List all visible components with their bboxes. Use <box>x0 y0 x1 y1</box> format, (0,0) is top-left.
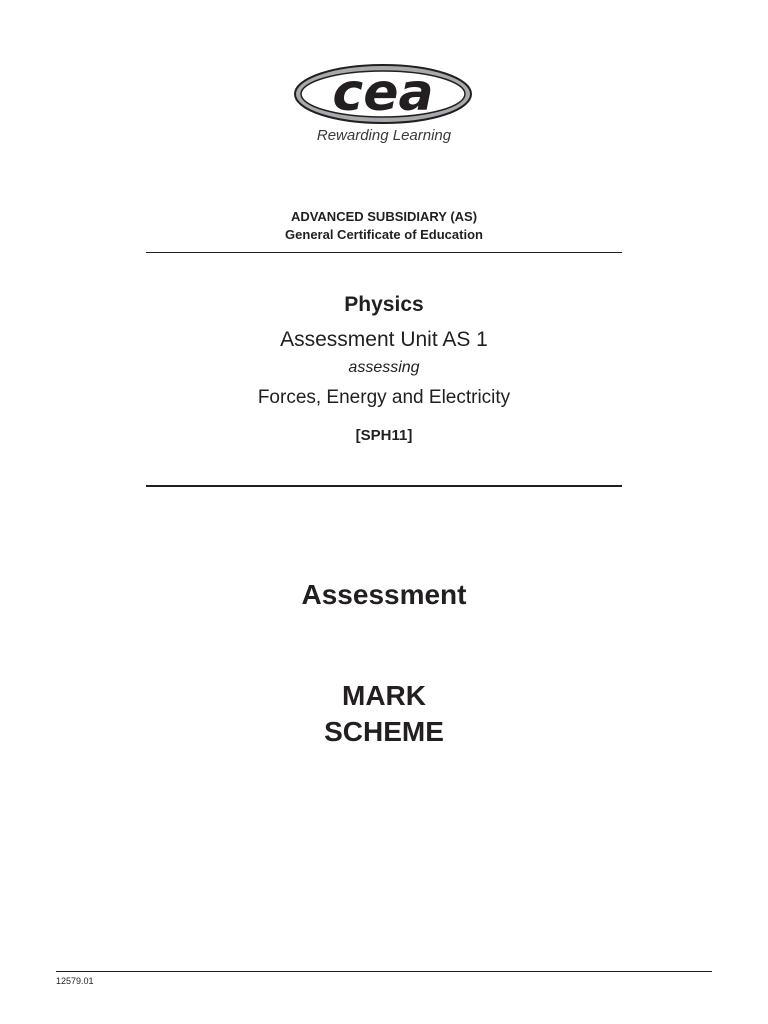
cea-logo-graphic <box>292 62 474 126</box>
cea-logo-lettering: cea <box>332 63 434 123</box>
unit-code: [SPH11] <box>355 427 413 444</box>
cea-logo <box>292 62 474 126</box>
divider-footer <box>56 971 712 972</box>
document-type-line-2: SCHEME <box>324 716 444 747</box>
subject-title: Physics <box>344 293 424 316</box>
divider-middle <box>146 485 622 487</box>
qualification-level: ADVANCED SUBSIDIARY (AS) <box>290 209 478 224</box>
assessment-unit: Assessment Unit AS 1 <box>280 328 488 351</box>
document-title: Assessment <box>301 579 467 610</box>
qualification-name: General Certificate of Education <box>285 227 483 242</box>
divider-top <box>146 252 622 253</box>
assessing-label: assessing <box>348 359 420 376</box>
document-type <box>0 678 768 750</box>
tagline: Rewarding Learning <box>316 127 452 144</box>
unit-topic: Forces, Energy and Electricity <box>257 387 511 408</box>
document-reference: 12579.01 <box>56 976 94 986</box>
document-type-line-1: MARK <box>342 680 426 711</box>
